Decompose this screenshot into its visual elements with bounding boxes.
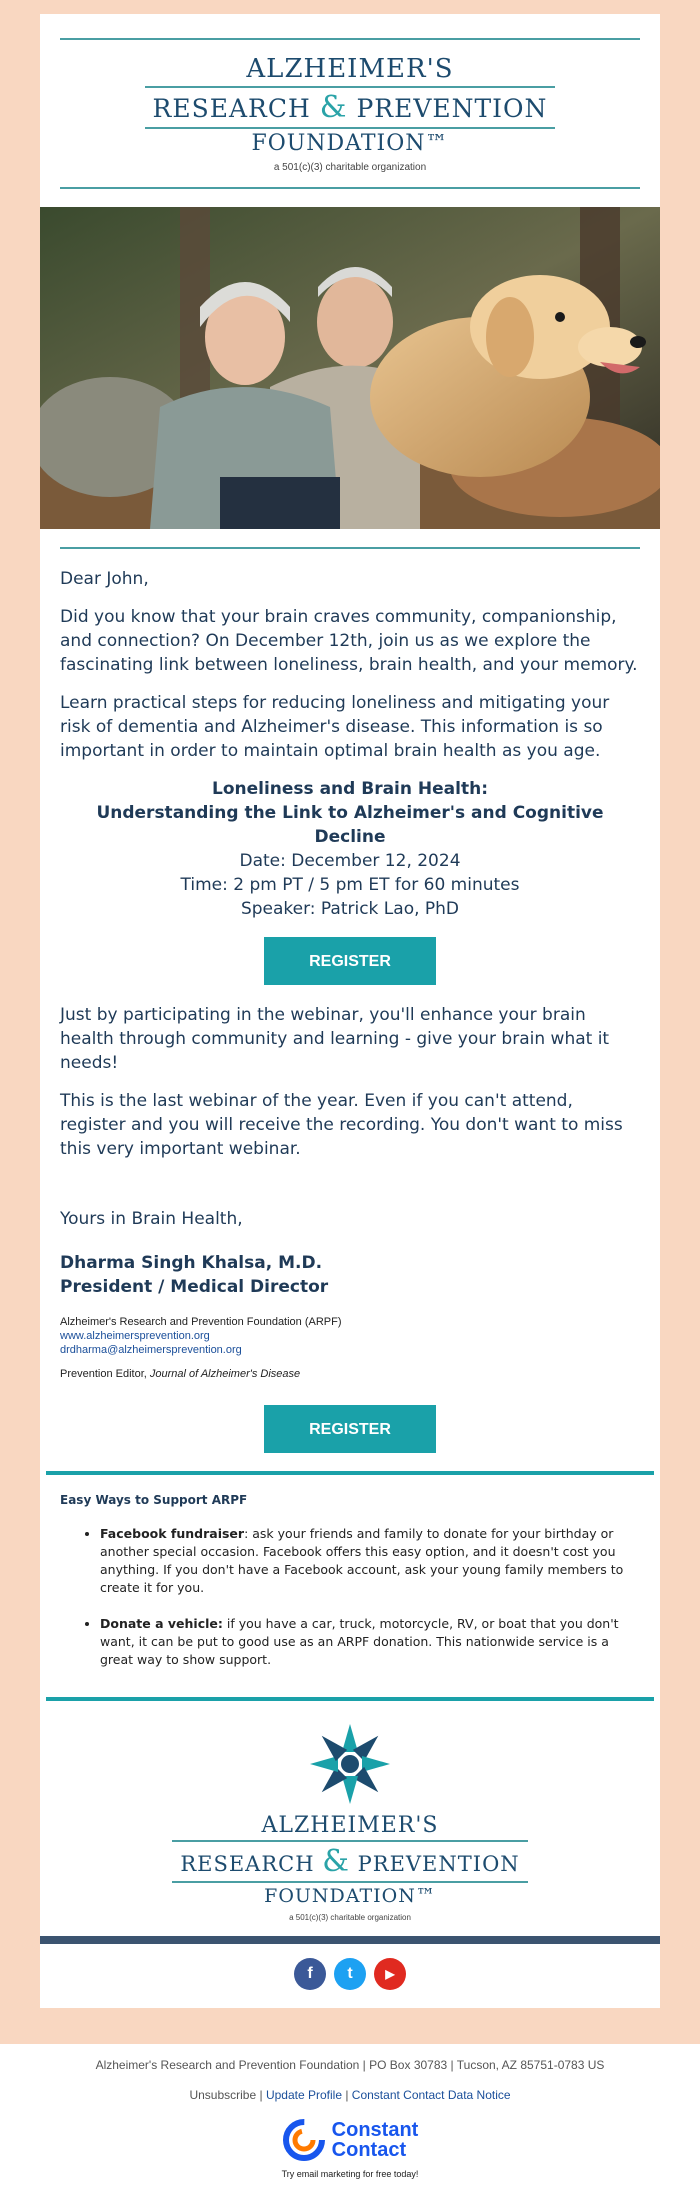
footer-address: Alzheimer's Research and Prevention Foundation | PO Box 30783 | Tucson, AZ 85751-0783 US bbox=[95, 2058, 605, 2072]
signature-block bbox=[60, 1315, 640, 1381]
logo-ampersand: & bbox=[322, 1844, 350, 1879]
signature-org: Alzheimer's Research and Prevention Foundation (ARPF) bbox=[60, 1316, 342, 1328]
footer-logo[interactable] bbox=[40, 1701, 660, 1936]
footer-links: Unsubscribe | Update Profile | Constant Contact Data Notice bbox=[189, 2088, 511, 2102]
cc-brand-line2: Contact bbox=[331, 2139, 407, 2161]
cc-tagline: Try email marketing for free today! bbox=[281, 2169, 419, 2179]
item-label: Donate a vehicle: bbox=[100, 1616, 223, 1631]
logo-prevention: PREVENTION bbox=[357, 1852, 520, 1876]
hero-image[interactable] bbox=[40, 207, 660, 529]
hero-photo-illustration bbox=[40, 207, 660, 529]
header-logo[interactable] bbox=[40, 40, 660, 187]
footer-logo-line2 bbox=[172, 1840, 527, 1883]
item-text: if you have a car, truck, motorcycle, RV, or boat that you don't want, it can be put to good use as an ARPF donation. This nationwide service is a great way to show support. bbox=[100, 1616, 619, 1667]
paragraph-3: Just by participating in the webinar, you'll enhance your brain health through community and learning - give your brain what it needs! bbox=[60, 1005, 610, 1073]
event-speaker: Speaker: Patrick Lao, PhD bbox=[240, 899, 460, 919]
event-date: Date: December 12, 2024 bbox=[239, 851, 461, 871]
greeting: Dear John, bbox=[60, 569, 149, 589]
editor-prefix: Prevention Editor, bbox=[60, 1368, 150, 1380]
signer-title: President / Medical Director bbox=[60, 1277, 329, 1297]
item-text: : ask your friends and family to donate for your birthday or another special occasion. Facebook offers this easy option, and it doesn't cost you anything. If you don't have a Facebook account, ask your young family members to create it for you. bbox=[100, 1526, 624, 1595]
logo-prevention: PREVENTION bbox=[356, 94, 548, 123]
closing: Yours in Brain Health, bbox=[60, 1209, 243, 1229]
logo-line3: FOUNDATION™ bbox=[251, 131, 449, 156]
logo-research: RESEARCH bbox=[152, 94, 311, 123]
footer-logo-line3: FOUNDATION™ bbox=[264, 1885, 436, 1907]
paragraph-4: This is the last webinar of the year. Even if you can't attend, register and you will receive the recording. You don't want to miss this very important webinar. bbox=[60, 1091, 623, 1159]
logo-ampersand: & bbox=[319, 90, 348, 125]
paragraph-2: Learn practical steps for reducing loneliness and mitigating your risk of dementia and Alzheimer's disease. This information is so important in order to maintain optimal brain health as you age. bbox=[60, 693, 610, 761]
register-button[interactable]: REGISTER bbox=[264, 937, 436, 985]
logo-tagline: a 501(c)(3) charitable organization bbox=[273, 162, 427, 173]
constant-contact-icon bbox=[282, 2118, 326, 2162]
facebook-icon[interactable]: f bbox=[294, 1958, 326, 1990]
support-section bbox=[40, 1475, 660, 1697]
support-item-vehicle bbox=[100, 1615, 640, 1669]
item-label: Facebook fundraiser bbox=[100, 1526, 245, 1541]
social-links bbox=[40, 1944, 660, 2002]
twitter-icon[interactable]: t bbox=[334, 1958, 366, 1990]
logo-line2 bbox=[145, 86, 556, 129]
letter-body bbox=[40, 567, 660, 1471]
cc-brand-line1: Constant bbox=[331, 2119, 419, 2141]
email-card bbox=[40, 14, 660, 2008]
logo-research: RESEARCH bbox=[180, 1852, 315, 1876]
starburst-logo-icon bbox=[305, 1719, 395, 1809]
unsubscribe-link[interactable]: Unsubscribe bbox=[189, 2088, 257, 2102]
website-link[interactable]: www.alzheimersprevention.org bbox=[60, 1330, 210, 1342]
event-details bbox=[60, 777, 640, 921]
dark-divider bbox=[40, 1936, 660, 1944]
footer-logo-tagline: a 501(c)(3) charitable organization bbox=[289, 1913, 411, 1922]
logo-line1: ALZHEIMER'S bbox=[246, 54, 454, 84]
register-button-2[interactable]: REGISTER bbox=[264, 1405, 436, 1453]
support-list bbox=[60, 1525, 640, 1669]
update-profile-link[interactable]: Update Profile bbox=[265, 2088, 342, 2102]
support-item-facebook bbox=[100, 1525, 640, 1597]
event-time: Time: 2 pm PT / 5 pm ET for 60 minutes bbox=[180, 875, 520, 895]
event-title-line2: Understanding the Link to Alzheimer's and Cognitive Decline bbox=[96, 803, 604, 847]
youtube-icon[interactable]: ▶ bbox=[374, 1958, 406, 1990]
data-notice-link[interactable]: Constant Contact Data Notice bbox=[351, 2088, 511, 2102]
editor-credit bbox=[60, 1367, 640, 1381]
constant-contact-logo[interactable] bbox=[282, 2118, 419, 2162]
email-footer bbox=[0, 2044, 700, 2207]
journal-name: Journal of Alzheimer's Disease bbox=[149, 1368, 301, 1380]
signer-name: Dharma Singh Khalsa, M.D. bbox=[60, 1253, 323, 1273]
support-heading: Easy Ways to Support ARPF bbox=[60, 1493, 248, 1507]
footer-logo-line1: ALZHEIMER'S bbox=[261, 1813, 439, 1838]
event-title-line1: Loneliness and Brain Health: bbox=[212, 779, 488, 799]
paragraph-1: Did you know that your brain craves community, companionship, and connection? On December 12th, join us as we explore the fascinating link between loneliness, brain health, and your memory. bbox=[60, 607, 638, 675]
email-link[interactable]: drdharma@alzheimersprevention.org bbox=[60, 1344, 242, 1356]
